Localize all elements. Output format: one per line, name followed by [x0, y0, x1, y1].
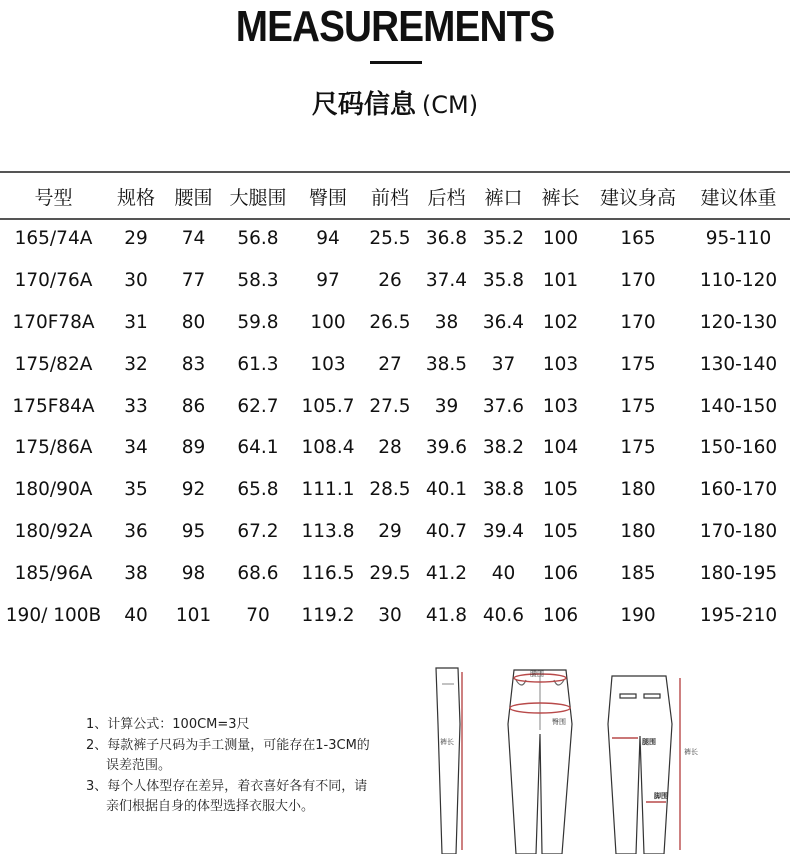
column-header: 裤口	[484, 186, 523, 209]
hip-label: 臀围	[552, 718, 566, 726]
table-cell: 36.4	[482, 311, 525, 333]
size-info-heading	[0, 84, 790, 121]
table-cell: 111.1	[301, 479, 355, 501]
table-cell: 61.3	[237, 353, 279, 375]
table-cell: 28.5	[369, 479, 411, 501]
column-header: 前档	[370, 186, 409, 209]
table-cell: 89	[181, 437, 206, 459]
table-cell: 190/ 100B	[5, 604, 102, 626]
table-cell: 95	[181, 520, 206, 542]
table-cell: 170-180	[699, 520, 778, 542]
table-cell: 102	[542, 311, 579, 333]
column-header: 后档	[427, 186, 466, 209]
note-1: 1、计算公式：100CM=3尺	[86, 717, 250, 732]
table-cell: 175/82A	[14, 353, 93, 375]
table-cell: 100	[542, 228, 579, 250]
table-cell: 113.8	[301, 520, 355, 542]
table-cell: 175	[620, 437, 656, 459]
table-cell: 29	[124, 228, 148, 250]
table-cell: 165	[620, 228, 656, 250]
table-cell: 37.4	[425, 270, 468, 292]
table-row	[0, 343, 790, 385]
table-row	[0, 594, 790, 636]
table-cell: 83	[181, 353, 206, 375]
table-cell: 130-140	[699, 353, 778, 375]
page-title: MEASUREMENTS	[235, 2, 555, 51]
table-cell: 190	[620, 604, 656, 626]
note-3-cont: 亲们根据自身的体型选择衣服大小。	[106, 799, 315, 814]
table-cell: 32	[124, 353, 148, 375]
table-cell: 36	[124, 520, 148, 542]
table-cell: 40.7	[425, 520, 468, 542]
table-cell: 41.8	[425, 604, 468, 626]
table-cell: 170/76A	[14, 270, 93, 292]
table-cell: 77	[181, 270, 206, 292]
trousers-back-view	[608, 676, 672, 854]
table-row	[0, 552, 790, 594]
table-cell: 97	[316, 270, 340, 292]
table-cell: 30	[124, 270, 148, 292]
column-header: 规格	[116, 186, 155, 209]
table-cell: 26.5	[369, 311, 411, 333]
table-top-rule	[0, 171, 790, 173]
table-cell: 175	[620, 395, 656, 417]
note-2: 2、每款裤子尺码为手工测量，可能存在1-3CM的	[86, 737, 370, 753]
table-cell: 101	[542, 270, 579, 292]
table-cell: 64.1	[237, 437, 279, 459]
table-cell: 40	[491, 562, 516, 584]
table-cell: 175F84A	[12, 395, 95, 417]
column-header: 臀围	[308, 186, 347, 209]
table-cell: 25.5	[369, 228, 411, 250]
table-cell: 103	[310, 353, 346, 375]
table-cell: 160-170	[699, 479, 778, 501]
trousers-side-view	[436, 668, 460, 854]
table-cell: 94	[316, 228, 340, 250]
note-2-cont: 误差范围。	[106, 758, 172, 773]
table-cell: 180/90A	[14, 479, 93, 501]
table-cell: 105.7	[301, 395, 355, 417]
table-cell: 165/74A	[14, 228, 93, 250]
table-row	[0, 469, 790, 511]
thigh-label: 腿围	[642, 738, 656, 746]
table-cell: 175	[620, 353, 656, 375]
table-cell: 38.2	[482, 437, 525, 459]
table-cell: 68.6	[237, 562, 279, 584]
table-cell: 180-195	[699, 562, 778, 584]
table-cell: 27	[378, 353, 402, 375]
table-cell: 27.5	[369, 395, 411, 417]
table-row	[0, 511, 790, 553]
table-cell: 59.8	[237, 311, 279, 333]
column-header: 腰围	[174, 186, 213, 209]
table-cell: 170F78A	[12, 311, 95, 333]
table-cell: 95-110	[705, 228, 772, 250]
size-notes	[86, 716, 370, 819]
table-cell: 40.1	[425, 479, 468, 501]
table-cell: 105	[542, 479, 579, 501]
table-cell: 170	[620, 311, 656, 333]
column-header: 大腿围	[229, 186, 287, 209]
table-cell: 30	[378, 604, 402, 626]
table-cell: 29	[378, 520, 402, 542]
table-cell: 103	[542, 395, 579, 417]
table-cell: 38	[124, 562, 148, 584]
table-cell: 28	[378, 437, 402, 459]
table-cell: 41.2	[425, 562, 468, 584]
table-cell: 105	[542, 520, 579, 542]
subtitle-text: 尺码信息	[311, 90, 416, 120]
table-cell: 40	[124, 604, 148, 626]
table-row	[0, 385, 790, 427]
table-cell: 175/86A	[14, 437, 93, 459]
column-header: 建议身高	[599, 186, 676, 209]
table-cell: 35.8	[482, 270, 525, 292]
table-cell: 140-150	[699, 395, 778, 417]
table-cell: 98	[181, 562, 206, 584]
table-cell: 185/96A	[14, 562, 93, 584]
table-cell: 119.2	[301, 604, 355, 626]
table-cell: 38	[434, 311, 459, 333]
column-header: 建议体重	[700, 186, 777, 209]
table-cell: 104	[542, 437, 579, 459]
table-cell: 185	[620, 562, 656, 584]
table-cell: 110-120	[699, 270, 778, 292]
table-cell: 80	[181, 311, 206, 333]
table-cell: 26	[378, 270, 402, 292]
table-cell: 37.6	[482, 395, 525, 417]
table-cell: 39.6	[425, 437, 468, 459]
table-cell: 180/92A	[14, 520, 93, 542]
hem-label: 脚围	[654, 792, 668, 800]
table-cell: 106	[542, 562, 579, 584]
front-length-label: 裤长	[440, 738, 454, 746]
table-cell: 67.2	[237, 520, 279, 542]
table-cell: 86	[181, 395, 206, 417]
subtitle-unit: (CM)	[421, 91, 479, 119]
trousers-measurement-diagram	[430, 664, 710, 854]
table-cell: 31	[124, 311, 148, 333]
table-cell: 35	[124, 479, 148, 501]
table-row	[0, 302, 790, 344]
title-divider	[370, 61, 422, 64]
table-cell: 70	[246, 604, 270, 626]
table-cell: 101	[175, 604, 212, 626]
table-cell: 36.8	[425, 228, 468, 250]
column-header: 裤长	[541, 186, 580, 209]
table-cell: 38.8	[482, 479, 525, 501]
table-row	[0, 427, 790, 469]
table-cell: 103	[542, 353, 579, 375]
side-length-label: 裤长	[684, 748, 698, 756]
table-cell: 39	[434, 395, 459, 417]
table-cell: 37	[491, 353, 516, 375]
size-table	[0, 174, 790, 636]
table-cell: 92	[181, 479, 206, 501]
table-cell: 58.3	[237, 270, 279, 292]
table-cell: 108.4	[301, 437, 355, 459]
table-cell: 106	[542, 604, 579, 626]
table-cell: 56.8	[237, 228, 279, 250]
table-cell: 116.5	[301, 562, 355, 584]
trousers-front-view	[508, 670, 572, 854]
table-cell: 195-210	[699, 604, 778, 626]
table-cell: 35.2	[482, 228, 525, 250]
table-row	[0, 218, 790, 260]
table-cell: 38.5	[425, 353, 468, 375]
table-cell: 39.4	[482, 520, 525, 542]
waist-label: 腰围	[530, 670, 544, 678]
column-header: 号型	[34, 186, 73, 209]
table-cell: 74	[181, 228, 206, 250]
table-cell: 180	[620, 479, 656, 501]
table-cell: 170	[620, 270, 656, 292]
table-cell: 180	[620, 520, 656, 542]
table-cell: 40.6	[482, 604, 525, 626]
table-cell: 34	[124, 437, 148, 459]
table-row	[0, 260, 790, 302]
table-cell: 33	[124, 395, 148, 417]
table-cell: 29.5	[369, 562, 411, 584]
table-cell: 120-130	[699, 311, 778, 333]
table-header-row	[0, 174, 790, 218]
table-cell: 150-160	[699, 437, 778, 459]
table-cell: 100	[310, 311, 346, 333]
table-cell: 65.8	[237, 479, 279, 501]
note-3: 3、每个人体型存在差异，着衣喜好各有不同，请	[86, 778, 368, 794]
table-cell: 62.7	[237, 395, 279, 417]
